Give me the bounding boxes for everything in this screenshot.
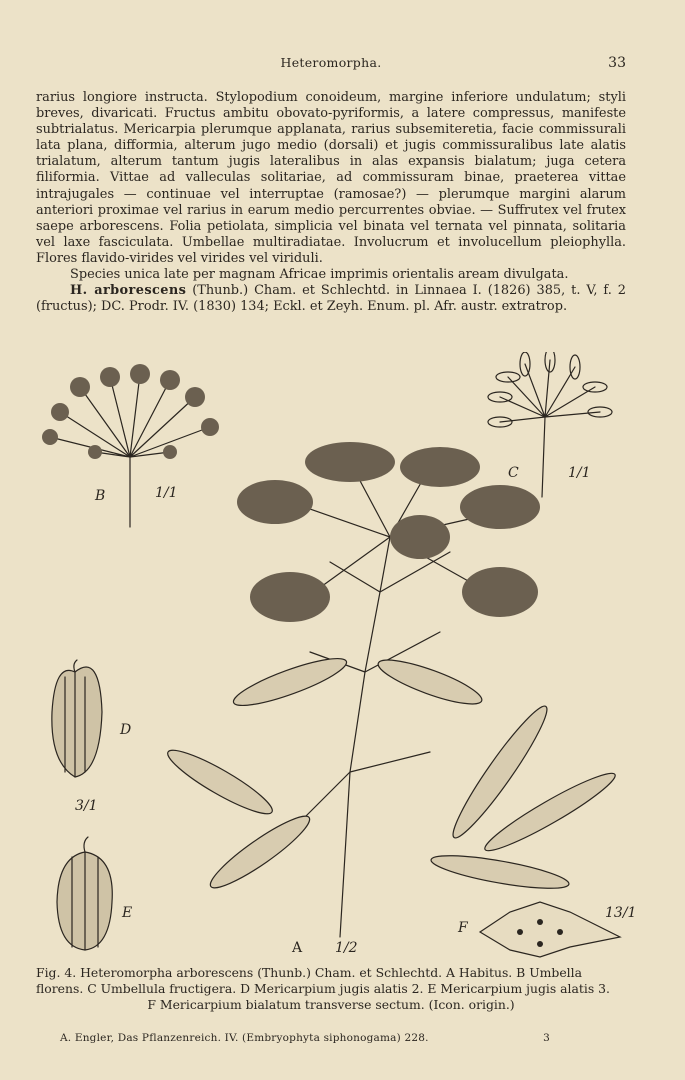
species-citation: (Thunb.) Cham. et Schlechtd. in Linnaea I. (1826) 385, t. V, f. 2 (fructus); DC. Prodr. IV. (1830) 134; Eckl. et Zeyh. Enum. pl. Afr. austr. extratrop. (36, 283, 626, 315)
fruit-cross-section-drawing (480, 902, 620, 957)
caption-line-3: F Mericarpium bialatum transverse sectum. (Icon. origin.) (147, 997, 515, 1012)
footer-citation: A. Engler, Das Pflanzenreich. IV. (Embryophyta siphonogama) 228. (60, 1032, 429, 1044)
page-header (36, 55, 626, 75)
label-b: B (95, 488, 106, 504)
habit-drawing (162, 442, 620, 937)
label-c: C (508, 465, 519, 481)
signature-mark: 3 (543, 1032, 550, 1044)
figure-caption (36, 965, 626, 1013)
distribution-paragraph: Species unica late per magnam Africae imprimis orientalis aream divulgata. (70, 267, 569, 283)
figure-illustration (30, 352, 655, 967)
species-paragraph (36, 283, 626, 315)
umbellule-fruiting-drawing (488, 352, 612, 497)
label-a-scale: 1/2 (335, 940, 358, 956)
umbel-flowering-drawing (42, 364, 219, 527)
label-e: E (122, 905, 133, 921)
mericarp-3-wings-drawing (57, 837, 112, 950)
label-d: D (120, 722, 132, 738)
label-f-scale: 13/1 (605, 905, 637, 921)
label-b-scale: 1/1 (155, 485, 178, 501)
mericarp-2-wings-drawing (52, 660, 102, 777)
description-paragraph: rarius longiore instructa. Stylopodium conoideum, margine inferiore undulatum; styli breves, divaricati. Fructus ambitu obovato-pyriformis, a latere compressus, manifeste subtrialatus. Mericarpia plerumque applanata, rarius subsemiteretia, facie commissurali lata plana, difformia, alterum jugo medio (dorsali) et jugis commissuralibus late alatis trialatum, alterum tantum jugis lateralibus in alas expansis bialatum; juga cetera filiformia. Vittae ad valleculas solitariae, ad commissuram binae, praeterea vittae intrajugales — continuae vel interruptae (ramosae?) — plerumque margini alarum anteriori proximae vel rarius in earum medio percurrentes obviae. — Suffrutex vel frutex saepe arborescens. Folia petiolata, simplicia vel binata vel ternata vel pinnata, solitaria vel laxe fasciculata. Umbellae multiradiatae. Involucrum et involucellum pleiophylla. Flores flavido-virides vel virides vel viriduli. (36, 90, 626, 266)
label-f: F (458, 920, 468, 936)
page-footer (60, 1032, 550, 1044)
running-title: Heteromorpha. (280, 55, 382, 70)
label-a: A (292, 940, 303, 956)
caption-line-2: florens. C Umbellula fructigera. D Mericarpium jugis alatis 2. E Mericarpium jugis alatis 3. (36, 981, 610, 996)
page-number: 33 (608, 55, 626, 71)
label-c-scale: 1/1 (568, 465, 591, 481)
label-de-scale: 3/1 (75, 798, 98, 814)
body-text (36, 90, 626, 315)
caption-line-1: Fig. 4. Heteromorpha arborescens (Thunb.) Cham. et Schlechtd. A Habitus. B Umbella (36, 965, 582, 980)
botanical-figure (30, 352, 655, 967)
species-name: H. arborescens (70, 283, 187, 299)
